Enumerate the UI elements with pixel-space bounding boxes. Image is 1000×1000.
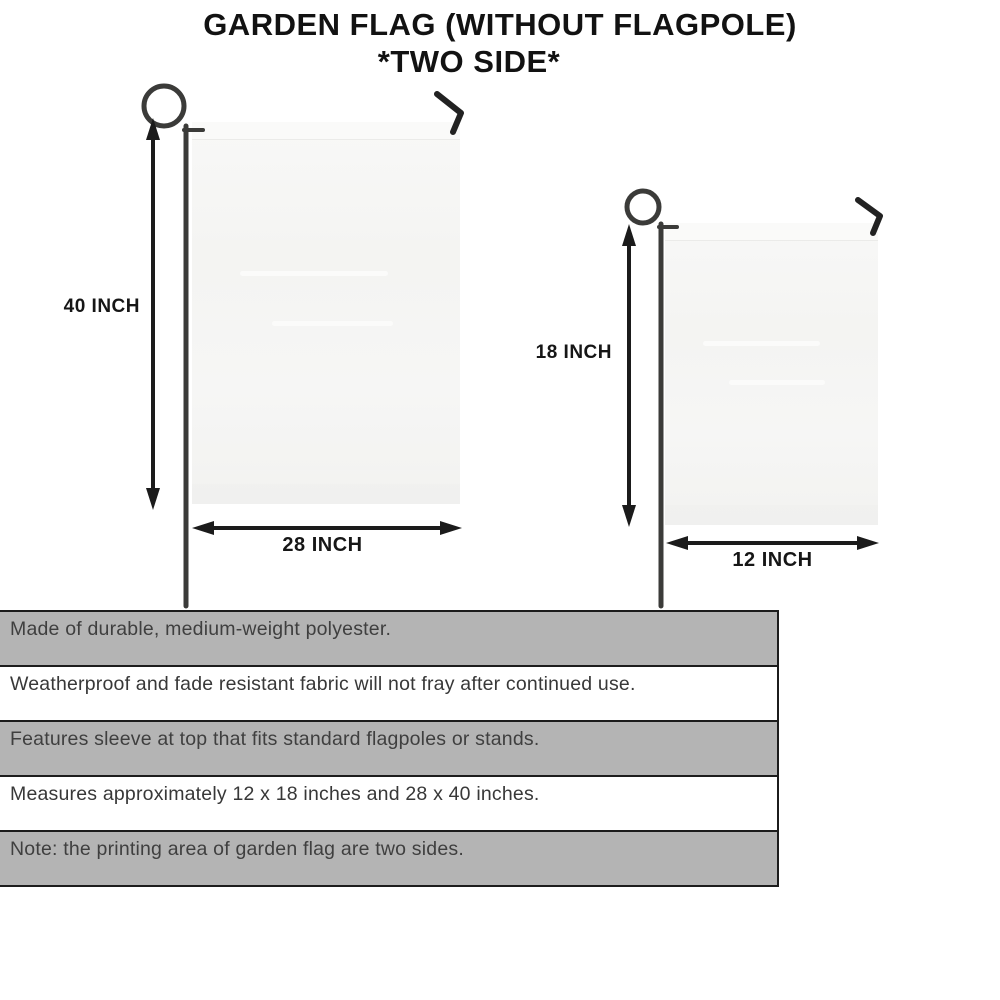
hanger-hook-icon [437,94,461,132]
feature-row: Measures approximately 12 x 18 inches and 28 x 40 inches. [0,777,777,832]
feature-row: Weatherproof and fade resistant fabric will not fray after continued use. [0,667,777,722]
title-line-2: *TWO SIDE* [377,44,561,79]
title-line-1: GARDEN FLAG (WITHOUT FLAGPOLE) [203,7,797,42]
small-height-label: 18 INCH [535,342,612,363]
pole-loop-icon [627,191,659,223]
large-width-arrow [192,521,462,535]
large-height-arrow [146,118,160,510]
hanger-hook-icon [858,200,880,233]
large-height-label: 40 INCH [63,296,140,317]
features-table [0,610,779,887]
feature-row: Made of durable, medium-weight polyester. [0,612,777,667]
pole-loop-icon [144,86,184,126]
small-width-arrow [666,536,879,550]
large-width-label: 28 INCH [282,534,363,556]
feature-row: Note: the printing area of garden flag are two sides. [0,832,777,887]
feature-row: Features sleeve at top that fits standard flagpoles or stands. [0,722,777,777]
small-height-arrow [622,224,636,527]
small-width-label: 12 INCH [732,549,813,571]
